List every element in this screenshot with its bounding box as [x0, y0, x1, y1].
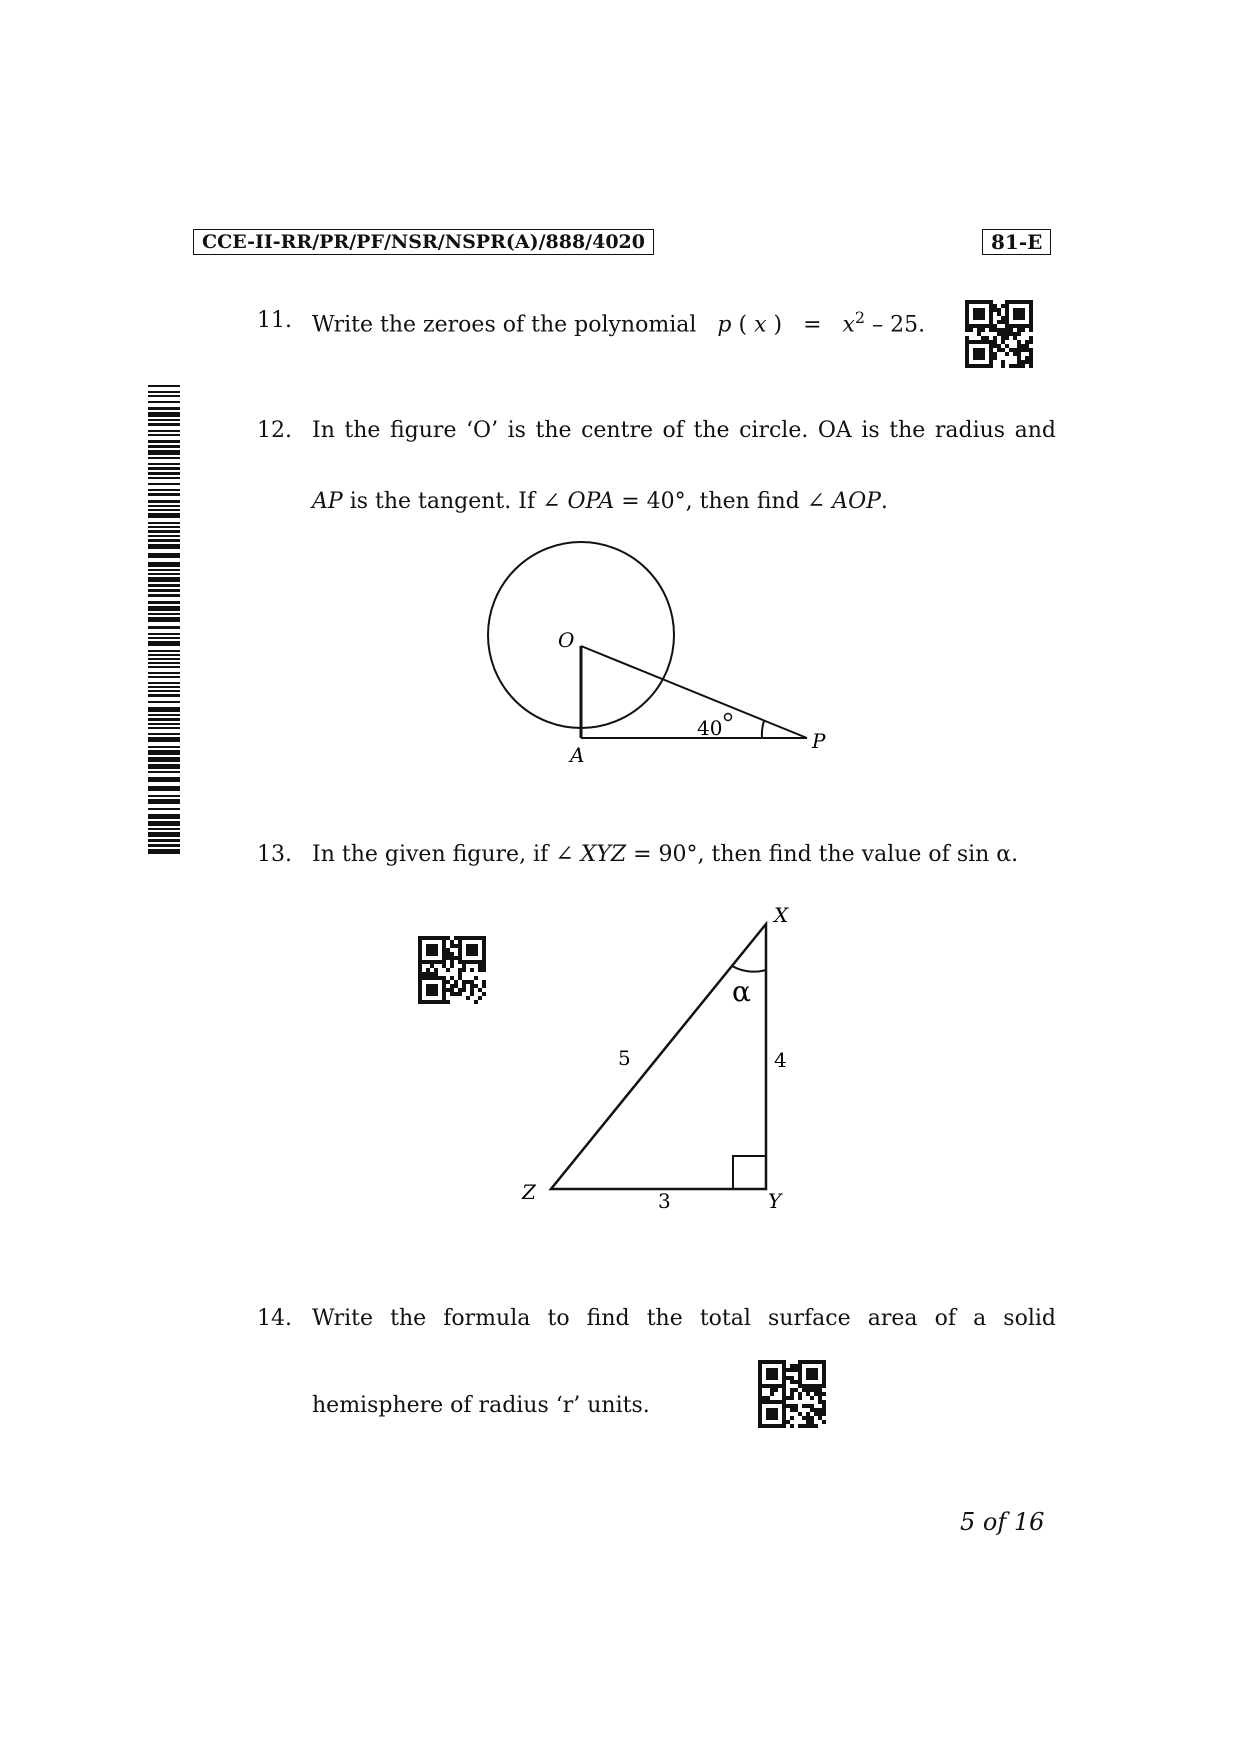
- alpha-arc: [732, 966, 766, 972]
- paper-code: CCE-II-RR/PR/PF/NSR/NSPR(A)/888/4020: [193, 229, 654, 255]
- expr-x-squared: x: [842, 312, 855, 338]
- segment-op: [581, 646, 807, 738]
- qr-code-q14: [758, 1360, 826, 1428]
- label-y: Y: [768, 1189, 782, 1213]
- circle-tangent-figure: [470, 540, 840, 770]
- text-segment: = 40°, then find: [614, 489, 807, 514]
- angle-opa: ∠ OPA: [542, 489, 615, 514]
- side-xy-label: 4: [774, 1048, 787, 1072]
- qr-code-q13: [418, 936, 486, 1004]
- label-p: P: [812, 729, 826, 753]
- triangle-xyz: [551, 924, 766, 1189]
- question-12-line-1: In the figure ‘O’ is the centre of the circle. OA is the radius and: [312, 418, 1056, 443]
- question-text: Write the zeroes of the polynomial: [312, 312, 697, 338]
- angle-label: 40: [697, 716, 723, 740]
- page-number: 5 of 16: [960, 1508, 1045, 1536]
- label-x: X: [774, 903, 789, 927]
- qr-code-q11: [965, 300, 1033, 368]
- expr-x: x: [754, 312, 767, 338]
- question-11-text: [312, 308, 925, 337]
- label-a: A: [570, 743, 585, 767]
- question-12-line-2: [312, 489, 888, 514]
- question-14-line-2: hemisphere of radius ‘r’ units.: [312, 1393, 650, 1418]
- text-segment: .: [880, 489, 888, 514]
- right-triangle-figure: [510, 895, 830, 1215]
- question-number: 14.: [257, 1306, 292, 1331]
- side-zy-label: 3: [658, 1189, 671, 1213]
- side-xz-label: 5: [618, 1046, 631, 1070]
- expr-p: p: [717, 312, 732, 338]
- expr-constant: – 25.: [872, 312, 926, 338]
- label-o: O: [558, 628, 575, 652]
- angle-xyz: ∠ XYZ: [555, 842, 627, 867]
- angle-arc: [762, 721, 764, 738]
- question-14-line-1: Write the formula to find the total surface area of a solid: [312, 1306, 1056, 1331]
- segment-ap: AP: [312, 489, 343, 514]
- question-number: 11.: [257, 308, 292, 333]
- right-angle-marker: [733, 1156, 766, 1189]
- expr-exponent: 2: [854, 308, 866, 327]
- angle-aop: ∠ AOP: [806, 489, 881, 514]
- question-number: 13.: [257, 842, 292, 867]
- alpha-label: α: [732, 975, 751, 1008]
- expr-equals: =: [803, 312, 822, 338]
- degree-symbol: [725, 714, 732, 721]
- label-z: Z: [522, 1180, 536, 1204]
- question-13-text: [312, 842, 1018, 867]
- text-segment: In the given figure, if: [312, 842, 556, 867]
- expr-close-paren: ): [773, 312, 783, 338]
- question-number: 12.: [257, 418, 292, 443]
- subject-code: 81-E: [982, 229, 1051, 255]
- barcode-image: [148, 385, 180, 855]
- text-segment: = 90°, then find the value of sin α.: [626, 842, 1019, 867]
- text-segment: is the tangent. If: [342, 489, 543, 514]
- expr-open-paren: (: [738, 312, 748, 338]
